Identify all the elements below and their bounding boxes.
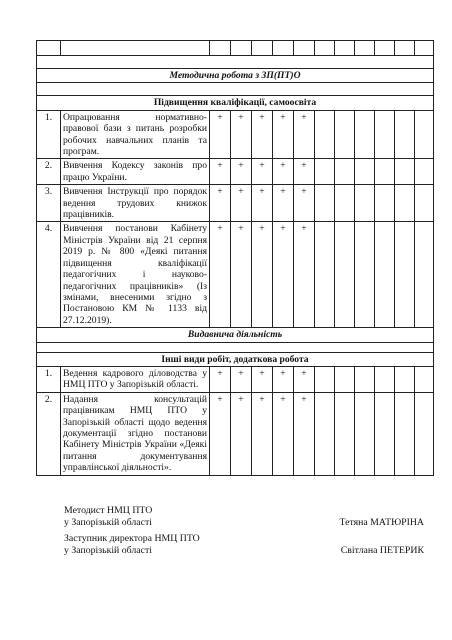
task-description: Вивчення Кодексу законів про працю України. bbox=[61, 159, 210, 185]
month-mark: + bbox=[294, 185, 315, 222]
month-cell bbox=[415, 222, 434, 328]
month-mark: + bbox=[273, 110, 294, 159]
month-mark: + bbox=[252, 366, 273, 392]
signature-role-line2: у Запорізькій області bbox=[64, 545, 152, 556]
table-row bbox=[37, 110, 434, 159]
month-cell bbox=[395, 222, 415, 328]
month-cell bbox=[415, 159, 434, 185]
month-mark: + bbox=[231, 392, 252, 475]
row-number: 1. bbox=[37, 366, 61, 392]
month-mark: + bbox=[273, 392, 294, 475]
month-cell bbox=[395, 392, 415, 475]
month-cell bbox=[315, 366, 335, 392]
signature-role-line2: у Запорізькій області bbox=[64, 517, 152, 528]
month-cell bbox=[315, 392, 335, 475]
month-cell bbox=[395, 185, 415, 222]
signature-name: Тетяна МАТЮРІНА bbox=[339, 517, 424, 528]
month-cell bbox=[395, 159, 415, 185]
month-mark: + bbox=[252, 159, 273, 185]
task-description: Ведення кадрового діловодства у НМЦ ПТО у Запорізькій області. bbox=[61, 366, 210, 392]
month-cell bbox=[395, 110, 415, 159]
other-work-rows bbox=[37, 366, 434, 475]
signature-block-deputy-director bbox=[64, 533, 424, 557]
month-mark: + bbox=[273, 185, 294, 222]
month-mark: + bbox=[210, 185, 231, 222]
blank-cell bbox=[252, 41, 273, 56]
month-mark: + bbox=[252, 392, 273, 475]
blank-separator-row bbox=[37, 56, 434, 69]
month-cell bbox=[315, 159, 335, 185]
signature-name: Світлана ПЕТЕРИК bbox=[340, 545, 424, 556]
month-cell bbox=[335, 392, 355, 475]
month-mark: + bbox=[210, 222, 231, 328]
month-mark: + bbox=[273, 159, 294, 185]
month-mark: + bbox=[210, 159, 231, 185]
month-cell bbox=[355, 185, 375, 222]
month-cell bbox=[375, 110, 395, 159]
month-cell bbox=[415, 110, 434, 159]
month-cell bbox=[335, 185, 355, 222]
month-cell bbox=[375, 185, 395, 222]
month-mark: + bbox=[231, 159, 252, 185]
blank-cell bbox=[375, 41, 395, 56]
task-description: Надання консультацій працівникам НМЦ ПТО у Запорізькій області щодо ведення документації згідно постанови Кабінету Міністрів України «Деякі питання документування управлінської діяльності». bbox=[61, 392, 210, 475]
month-cell bbox=[355, 392, 375, 475]
month-mark: + bbox=[294, 366, 315, 392]
blank-cell bbox=[231, 41, 252, 56]
month-cell bbox=[355, 366, 375, 392]
blank-cell bbox=[294, 41, 315, 56]
month-cell bbox=[335, 110, 355, 159]
blank-cell bbox=[37, 41, 61, 56]
row-number: 3. bbox=[37, 185, 61, 222]
blank-cell bbox=[355, 41, 375, 56]
blank-cell bbox=[395, 41, 415, 56]
section-title-other: Інші види робіт, додаткова робота bbox=[37, 352, 434, 366]
month-cell bbox=[415, 185, 434, 222]
month-cell bbox=[315, 110, 335, 159]
month-cell bbox=[355, 222, 375, 328]
month-mark: + bbox=[252, 185, 273, 222]
month-mark: + bbox=[273, 222, 294, 328]
month-cell bbox=[355, 159, 375, 185]
task-description: Вивчення постанови Кабінету Міністрів України від 21 серпня 2019 р. № 800 «Деякі питання підвищення кваліфікації педагогічних і науково-педагогічних працівників» (Із змінами, внесеними згідно з Постановою КМ № 1133 від 27.12.2019). bbox=[61, 222, 210, 328]
month-mark: + bbox=[273, 366, 294, 392]
blank-cell bbox=[210, 41, 231, 56]
month-mark: + bbox=[231, 366, 252, 392]
signature-role-line1: Методист НМЦ ПТО bbox=[64, 505, 153, 516]
month-cell bbox=[375, 366, 395, 392]
row-number: 2. bbox=[37, 392, 61, 475]
section-title-qualification: Підвищення кваліфікації, самоосвіта bbox=[37, 96, 434, 110]
month-cell bbox=[415, 366, 434, 392]
work-plan-table bbox=[36, 40, 434, 476]
blank-cell bbox=[273, 41, 294, 56]
table-row bbox=[37, 392, 434, 475]
section-title-publishing: Видавнича діяльність bbox=[37, 328, 434, 342]
month-cell bbox=[355, 110, 375, 159]
month-cell bbox=[335, 159, 355, 185]
month-mark: + bbox=[231, 185, 252, 222]
row-number: 1. bbox=[37, 110, 61, 159]
month-mark: + bbox=[294, 222, 315, 328]
month-mark: + bbox=[210, 110, 231, 159]
table-row bbox=[37, 366, 434, 392]
month-cell bbox=[315, 222, 335, 328]
section-title-methodical: Методична робота з ЗП(ПТ)О bbox=[37, 69, 434, 83]
month-cell bbox=[315, 185, 335, 222]
month-mark: + bbox=[210, 392, 231, 475]
month-cell bbox=[415, 392, 434, 475]
blank-cell bbox=[61, 41, 210, 56]
month-mark: + bbox=[294, 392, 315, 475]
signature-block-methodist bbox=[64, 505, 424, 529]
blank-cell bbox=[335, 41, 355, 56]
blank-separator-row bbox=[37, 342, 434, 352]
month-mark: + bbox=[252, 222, 273, 328]
table-row bbox=[37, 185, 434, 222]
month-cell bbox=[375, 392, 395, 475]
month-mark: + bbox=[231, 110, 252, 159]
table-row bbox=[37, 159, 434, 185]
table-row bbox=[37, 222, 434, 328]
month-cell bbox=[375, 159, 395, 185]
qualification-rows bbox=[37, 110, 434, 327]
blank-header-row bbox=[37, 41, 434, 56]
blank-separator-row bbox=[37, 83, 434, 96]
blank-cell bbox=[315, 41, 335, 56]
month-mark: + bbox=[294, 110, 315, 159]
blank-cell bbox=[415, 41, 434, 56]
row-number: 2. bbox=[37, 159, 61, 185]
month-cell bbox=[335, 222, 355, 328]
month-cell bbox=[335, 366, 355, 392]
signature-role-line1: Заступник директора НМЦ ПТО bbox=[64, 533, 200, 544]
month-cell bbox=[375, 222, 395, 328]
task-description: Опрацювання нормативно-правової бази з питань розробки робочих навчальних планів та програм. bbox=[61, 110, 210, 159]
month-mark: + bbox=[252, 110, 273, 159]
month-mark: + bbox=[231, 222, 252, 328]
month-cell bbox=[395, 366, 415, 392]
task-description: Вивчення Інструкції про порядок ведення трудових книжок працівників. bbox=[61, 185, 210, 222]
row-number: 4. bbox=[37, 222, 61, 328]
month-mark: + bbox=[294, 159, 315, 185]
month-mark: + bbox=[210, 366, 231, 392]
